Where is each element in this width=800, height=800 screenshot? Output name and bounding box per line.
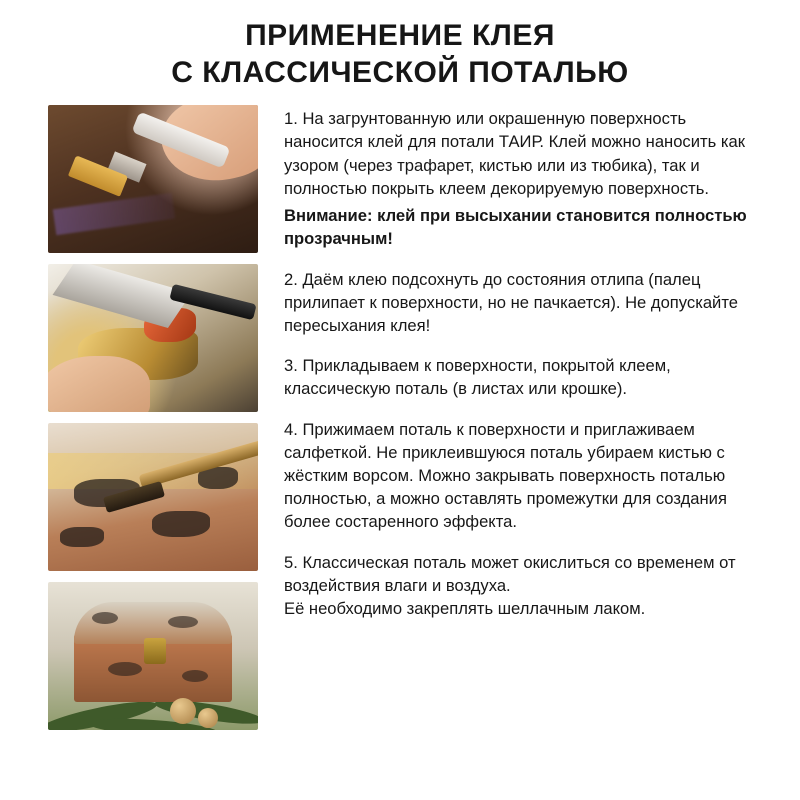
step-3-text: 3. Прикладываем к поверхности, покрытой клеем, классическую поталь (в листах или крошке). — [284, 356, 671, 399]
step-1-warning: Внимание: клей при высыхании становится полностью прозрачным! — [284, 206, 747, 249]
page-title — [0, 0, 800, 91]
photo-brush-on-gilded-surface — [48, 423, 258, 571]
wooden-ball-shape — [170, 698, 196, 724]
photo-gilded-chest — [48, 582, 258, 730]
step-5-text: 5. Классическая поталь может окислиться со временем от воздействия влаги и воздуха. — [284, 552, 736, 595]
title-line-1: ПРИМЕНЕНИЕ КЛЕЯ — [245, 19, 555, 52]
step-4-text: 4. Прижимаем поталь к поверхности и приглаживаем салфеткой. Не приклеившуюся поталь убираем кистью с жёстким ворсом. Можно закрывать поверхность поталью полностью, а можно оставлять промежутки для создания более состаренного эффекта. — [284, 419, 727, 532]
step-5-tail: Её необходимо закреплять шеллачным лаком. — [284, 599, 646, 619]
title-line-2: С КЛАССИЧЕСКОЙ ПОТАЛЬЮ — [171, 55, 629, 89]
glue-smear-shape — [53, 193, 175, 235]
photo-brush-applying-glue — [48, 105, 258, 253]
content-area — [0, 91, 800, 730]
wooden-ball-shape — [198, 708, 218, 728]
chest-latch-shape — [144, 638, 166, 664]
photo-column — [48, 105, 258, 730]
instructions-column — [258, 105, 758, 730]
dark-patch-shape — [60, 527, 104, 547]
photo-spatula-gold-flakes — [48, 264, 258, 412]
step-2-text: 2. Даём клею подсохнуть до состояния отлипа (палец прилипает к поверхности, но не пачкается). Не допускайте пересыхания клея! — [284, 269, 738, 335]
step-1-text: 1. На загрунтованную или окрашенную поверхность наносится клей для потали ТАИР. Клей можно наносить как узором (через трафарет, кистью или из тюбика), так и полностью покрыть клеем декорируемую поверхность. — [284, 109, 745, 198]
fingers-shape — [48, 356, 150, 412]
dark-patch-shape — [152, 511, 210, 537]
